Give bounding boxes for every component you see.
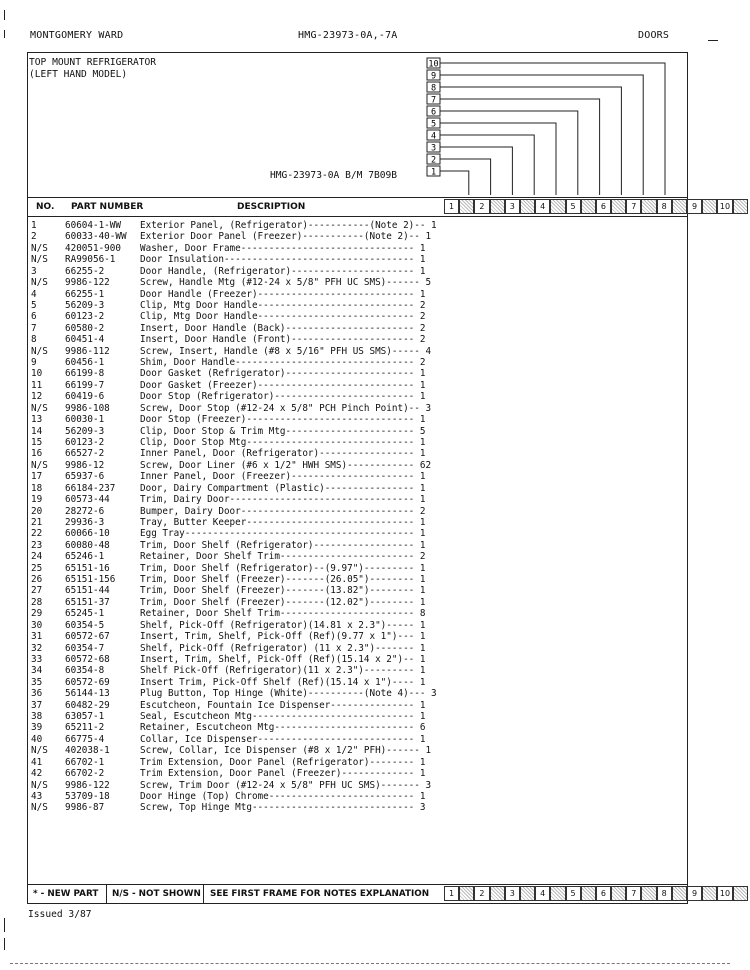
frame-index-box: 4 — [535, 199, 550, 214]
part-number: 53709-18 — [65, 791, 110, 802]
part-no: 8 — [31, 334, 37, 346]
header-section: DOORS — [638, 30, 670, 41]
frame-index-box: 10 — [717, 199, 732, 214]
part-description: Collar, Ice Dispenser---------------------------- 1 — [140, 733, 426, 745]
page-cut-line — [10, 963, 730, 964]
frame-index-spacer — [581, 886, 596, 901]
part-number: 66199-8 — [65, 368, 105, 380]
bill-of-material-label: HMG-23973-0A B/M 7B09B — [270, 170, 398, 181]
part-number: 65245-1 — [65, 608, 105, 620]
part-no: 28 — [31, 596, 43, 608]
frame-index-spacer — [702, 886, 717, 901]
part-number: 60456-1 — [65, 357, 105, 369]
reference-key-diagram — [0, 0, 750, 220]
part-number: 60354-5 — [65, 619, 105, 631]
part-description: Screw, Insert, Handle (#8 x 5/16" PFH US SMS)----- 4 — [140, 345, 432, 357]
part-no: N/S — [31, 745, 48, 757]
part-number: 60572-69 — [65, 676, 110, 688]
part-description: Shim, Door Handle-------------------------------- 2 — [140, 357, 426, 369]
part-number: 60030-1 — [65, 414, 105, 426]
part-no: 1 — [31, 220, 37, 231]
part-no: 42 — [31, 768, 43, 780]
part-number: 65937-6 — [65, 471, 105, 483]
margin-mark-bottom-2 — [4, 938, 5, 950]
part-no: 25 — [31, 562, 43, 574]
part-no: N/S — [31, 779, 48, 791]
part-no: 4 — [31, 288, 37, 300]
legend-divider — [203, 885, 204, 903]
part-no: 29 — [31, 608, 43, 620]
title-line-2: (LEFT HAND MODEL) — [29, 69, 128, 80]
part-description: Insert, Trim, Shelf, Pick-Off (Ref)(9.77 x 1")--- 1 — [140, 631, 426, 643]
ref-leader-line — [440, 135, 534, 195]
part-number: 56209-3 — [65, 425, 105, 437]
part-description: Shelf, Pick-Off (Refrigerator)(14.81 x 2.3")----- 1 — [140, 619, 426, 631]
part-number: 60354-8 — [65, 665, 105, 677]
part-no: 40 — [31, 733, 43, 745]
part-description: Trim, Door Shelf (Freezer)-------(26.05")-------- 1 — [140, 574, 426, 586]
part-description: Bumper, Dairy Door------------------------------- 2 — [140, 505, 426, 517]
part-description: Trim Extension, Door Panel (Refrigerator)-------- 1 — [140, 756, 426, 768]
part-number: 9986-87 — [65, 802, 105, 814]
legend-divider — [106, 885, 107, 903]
part-description: Clip, Door Stop Mtg------------------------------ 1 — [140, 436, 426, 448]
ref-key-label: 6 — [430, 107, 437, 118]
frame-index-spacer — [702, 199, 717, 214]
ref-key-label: 4 — [430, 131, 437, 142]
frame-index-spacer — [520, 886, 535, 901]
frame-index-box: 5 — [566, 199, 581, 214]
frame-index-spacer — [641, 886, 656, 901]
part-description: Shelf Pick-Off (Refrigerator)(11 x 2.3")--------- 1 — [140, 665, 426, 677]
frame-index-box: 1 — [444, 886, 459, 901]
part-number: 60066-10 — [65, 528, 110, 540]
col-header-no: NO. — [36, 202, 55, 212]
part-no: 3 — [31, 265, 37, 277]
title-line-1: TOP MOUNT REFRIGERATOR — [29, 57, 157, 68]
part-description: Trim, Door Shelf (Refrigerator)--(9.97")--------- 1 — [140, 562, 426, 574]
part-no: 32 — [31, 642, 43, 654]
part-description: Egg Tray----------------------------------------- 1 — [140, 528, 426, 540]
part-description: Insert, Door Handle (Front)---------------------- 2 — [140, 334, 426, 346]
part-no: 2 — [31, 231, 37, 243]
frame-index-spacer — [490, 886, 505, 901]
frame-index-box: 8 — [657, 199, 672, 214]
part-no: 13 — [31, 414, 43, 426]
part-no: N/S — [31, 402, 48, 414]
part-description: Trim, Door Shelf (Freezer)-------(13.82")-------- 1 — [140, 585, 426, 597]
part-no: 7 — [31, 322, 37, 334]
part-number: 60419-6 — [65, 391, 105, 403]
part-no: 19 — [31, 494, 43, 506]
part-description: Screw, Door Stop (#12-24 x 5/8" PCH Pinch Point)-- 3 — [140, 402, 432, 414]
frame-index-box: 8 — [657, 886, 672, 901]
frame-index-box: 3 — [505, 199, 520, 214]
frame-index-spacer — [459, 886, 474, 901]
part-no: 21 — [31, 516, 43, 528]
part-description: Insert, Door Handle (Back)----------------------- 2 — [140, 322, 426, 334]
frame-index-box: 10 — [717, 886, 732, 901]
part-no: 41 — [31, 756, 43, 768]
part-number: 60033-40-WW — [65, 231, 127, 243]
part-no: 33 — [31, 653, 43, 665]
part-number: RA99056-1 — [65, 254, 116, 266]
part-description: Exterior Panel, (Refrigerator)-----------(Note 2)-- 1 — [140, 220, 437, 231]
frame-index-box: 1 — [444, 199, 459, 214]
part-number: 65211-2 — [65, 722, 105, 734]
part-number: 29936-3 — [65, 516, 105, 528]
part-number: 420051-900 — [65, 242, 121, 254]
part-number: 65151-37 — [65, 596, 110, 608]
part-number: 9986-122 — [65, 779, 110, 791]
frame-index-spacer — [611, 886, 626, 901]
part-description: Escutcheon, Fountain Ice Dispenser--------------- 1 — [140, 699, 426, 711]
part-description: Door Stop (Freezer)------------------------------ 1 — [140, 414, 426, 426]
header-model-number: HMG-23973-0A,-7A — [298, 30, 398, 41]
part-no: 5 — [31, 299, 37, 311]
col-header-part-number: PART NUMBER — [71, 202, 144, 212]
part-number: 56209-3 — [65, 299, 105, 311]
part-description: Screw, Collar, Ice Dispenser (#8 x 1/2" PFH)------ 1 — [140, 745, 432, 757]
part-number: 9986-108 — [65, 402, 110, 414]
part-number: 60580-2 — [65, 322, 105, 334]
part-number: 65246-1 — [65, 551, 105, 563]
part-no: 39 — [31, 722, 43, 734]
part-description: Door Gasket (Refrigerator)----------------------- 1 — [140, 368, 426, 380]
part-description: Insert, Trim, Shelf, Pick-Off (Ref)(15.14 x 2")-- 1 — [140, 653, 426, 665]
part-number: 60604-1-WW — [65, 220, 121, 231]
part-description: Trim Extension, Door Panel (Freezer)------------- 1 — [140, 768, 426, 780]
part-description: Door Insulation---------------------------------- 1 — [140, 254, 426, 266]
part-no: N/S — [31, 277, 48, 289]
frame-index-spacer — [641, 199, 656, 214]
part-description: Screw, Door Liner (#6 x 1/2" HWH SMS)------------ 62 — [140, 459, 432, 471]
part-description: Shelf, Pick-Off (Refrigerator) (11 x 2.3")------- 1 — [140, 642, 426, 654]
part-number: 65151-16 — [65, 562, 110, 574]
frame-index-spacer — [581, 199, 596, 214]
part-no: N/S — [31, 254, 48, 266]
part-number: 65151-156 — [65, 574, 116, 586]
frame-index-spacer — [611, 199, 626, 214]
part-description: Inner Panel, Door (Refrigerator)----------------- 1 — [140, 448, 426, 460]
part-number: 66199-7 — [65, 379, 105, 391]
part-no: 10 — [31, 368, 43, 380]
part-description: Screw, Trim Door (#12-24 x 5/8" PFH UC SMS)------- 3 — [140, 779, 432, 791]
part-description: Door, Dairy Compartment (Plastic)---------------- 1 — [140, 482, 426, 494]
part-no: 31 — [31, 631, 43, 643]
issued-date: Issued 3/87 — [28, 909, 92, 920]
frame-index-box: 4 — [535, 886, 550, 901]
part-number: 56144-13 — [65, 688, 110, 700]
part-no: N/S — [31, 802, 48, 814]
part-number: 60080-48 — [65, 539, 110, 551]
frame-index-spacer — [520, 199, 535, 214]
part-description: Washer, Door Frame------------------------------- 1 — [140, 242, 426, 254]
frame-index-spacer — [550, 199, 565, 214]
part-description: Clip, Mtg Door Handle---------------------------- 2 — [140, 299, 426, 311]
part-description: Clip, Door Stop & Trim Mtg----------------------- 5 — [140, 425, 426, 437]
legend-not-shown: N/S - NOT SHOWN — [112, 889, 201, 899]
frame-index-spacer — [459, 199, 474, 214]
part-number: 28272-6 — [65, 505, 105, 517]
part-no: 6 — [31, 311, 37, 323]
part-description: Clip, Mtg Door Handle---------------------------- 2 — [140, 311, 426, 323]
frame-index-box: 6 — [596, 199, 611, 214]
part-no: 38 — [31, 711, 43, 723]
frame-index-box: 2 — [474, 199, 489, 214]
frame-index-box: 2 — [474, 886, 489, 901]
ref-leader-line — [440, 63, 665, 195]
part-no: 35 — [31, 676, 43, 688]
ref-key-label: 5 — [430, 119, 437, 130]
margin-mark-bottom — [4, 918, 5, 932]
part-number: 9986-12 — [65, 459, 105, 471]
part-no: 18 — [31, 482, 43, 494]
part-description: Tray, Butter Keeper------------------------------ 1 — [140, 516, 426, 528]
part-number: 63057-1 — [65, 711, 105, 723]
part-description: Door Hinge (Top) Chrome-------------------------- 1 — [140, 791, 426, 802]
ref-leader-line — [440, 171, 469, 195]
frame-index-box: 3 — [505, 886, 520, 901]
part-no: 20 — [31, 505, 43, 517]
part-number: 66702-1 — [65, 756, 105, 768]
frame-index-spacer — [550, 886, 565, 901]
part-no: 24 — [31, 551, 43, 563]
part-number: 60123-2 — [65, 311, 105, 323]
part-description: Door Stop (Refrigerator)------------------------- 1 — [140, 391, 426, 403]
part-no: N/S — [31, 459, 48, 471]
part-number: 60482-29 — [65, 699, 110, 711]
frame-index-strip-top — [444, 199, 748, 214]
part-no: 14 — [31, 425, 43, 437]
frame-index-strip-bottom — [444, 886, 748, 901]
ref-key-label: 1 — [430, 167, 437, 178]
frame-index-spacer — [733, 886, 748, 901]
part-no: 23 — [31, 539, 43, 551]
part-number: 60354-7 — [65, 642, 105, 654]
header-brand: MONTGOMERY WARD — [30, 30, 124, 41]
part-number: 66775-4 — [65, 733, 105, 745]
ref-key-label: 8 — [430, 83, 437, 94]
part-no: 16 — [31, 448, 43, 460]
part-description: Seal, Escutcheon Mtg----------------------------- 1 — [140, 711, 426, 723]
ref-key-label: 10 — [428, 59, 439, 70]
part-no: 34 — [31, 665, 43, 677]
frame-index-box: 7 — [626, 199, 641, 214]
part-no: 43 — [31, 791, 43, 802]
part-no: 11 — [31, 379, 43, 391]
part-description: Retainer, Escutcheon Mtg------------------------- 6 — [140, 722, 426, 734]
part-description: Retainer, Door Shelf Trim------------------------ 2 — [140, 551, 426, 563]
part-description: Door Gasket (Freezer)---------------------------- 1 — [140, 379, 426, 391]
ref-key-label: 3 — [430, 143, 437, 154]
part-number: 65151-44 — [65, 585, 110, 597]
ref-key-label: 7 — [430, 95, 437, 106]
frame-index-spacer — [672, 199, 687, 214]
part-number: 60572-67 — [65, 631, 110, 643]
part-description: Screw, Top Hinge Mtg----------------------------- 3 — [140, 802, 426, 814]
part-no: 22 — [31, 528, 43, 540]
part-number: 66184-237 — [65, 482, 116, 494]
part-description: Trim, Dairy Door--------------------------------- 1 — [140, 494, 426, 506]
part-description: Door Handle, (Refrigerator)---------------------- 1 — [140, 265, 426, 277]
part-number: 9986-122 — [65, 277, 110, 289]
frame-index-box: 7 — [626, 886, 641, 901]
part-description: Inner Panel, Door (Freezer)---------------------- 1 — [140, 471, 426, 483]
part-no: 36 — [31, 688, 43, 700]
part-no: N/S — [31, 345, 48, 357]
part-description: Trim, Door Shelf (Freezer)-------(12.02")-------- 1 — [140, 596, 426, 608]
part-number: 66255-1 — [65, 288, 105, 300]
frame-index-spacer — [490, 199, 505, 214]
part-description: Trim, Door Shelf (Refrigerator)------------------ 1 — [140, 539, 426, 551]
part-no: N/S — [31, 242, 48, 254]
ref-leader-line — [440, 87, 621, 195]
part-number: 66702-2 — [65, 768, 105, 780]
part-no: 27 — [31, 585, 43, 597]
part-description: Plug Button, Top Hinge (White)----------(Note 4)--- 3 — [140, 688, 437, 700]
part-number: 60572-68 — [65, 653, 110, 665]
part-description: Insert Trim, Pick-Off Shelf (Ref)(15.14 x 1")---- 1 — [140, 676, 426, 688]
frame-index-box: 9 — [687, 886, 702, 901]
part-number: 402038-1 — [65, 745, 110, 757]
part-description: Retainer, Door Shelf Trim------------------------ 8 — [140, 608, 426, 620]
part-description: Screw, Handle Mtg (#12-24 x 5/8" PFH UC SMS)------ 5 — [140, 277, 432, 289]
ref-key-label: 2 — [430, 155, 437, 166]
part-no: 17 — [31, 471, 43, 483]
part-number: 66255-2 — [65, 265, 105, 277]
part-no: 30 — [31, 619, 43, 631]
frame-index-box: 6 — [596, 886, 611, 901]
part-no: 15 — [31, 436, 43, 448]
ref-leader-line — [440, 111, 578, 195]
part-no: 12 — [31, 391, 43, 403]
frame-index-spacer — [733, 199, 748, 214]
ref-leader-line — [440, 159, 491, 195]
legend-notes: SEE FIRST FRAME FOR NOTES EXPLANATION — [210, 889, 430, 899]
part-no: 26 — [31, 574, 43, 586]
part-number: 66527-2 — [65, 448, 105, 460]
frame-index-spacer — [672, 886, 687, 901]
part-number: 60573-44 — [65, 494, 110, 506]
ref-key-label: 9 — [430, 71, 437, 82]
part-number: 9986-112 — [65, 345, 110, 357]
part-description: Exterior Door Panel (Freezer)-----------(Note 2)-- 1 — [140, 231, 432, 243]
part-description: Door Handle (Freezer)---------------------------- 1 — [140, 288, 426, 300]
part-number: 60451-4 — [65, 334, 105, 346]
legend-new-part: * - NEW PART — [33, 889, 99, 899]
frame-index-box: 5 — [566, 886, 581, 901]
frame-index-box: 9 — [687, 199, 702, 214]
col-header-description: DESCRIPTION — [237, 202, 306, 212]
part-number: 60123-2 — [65, 436, 105, 448]
part-no: 9 — [31, 357, 37, 369]
part-no: 37 — [31, 699, 43, 711]
